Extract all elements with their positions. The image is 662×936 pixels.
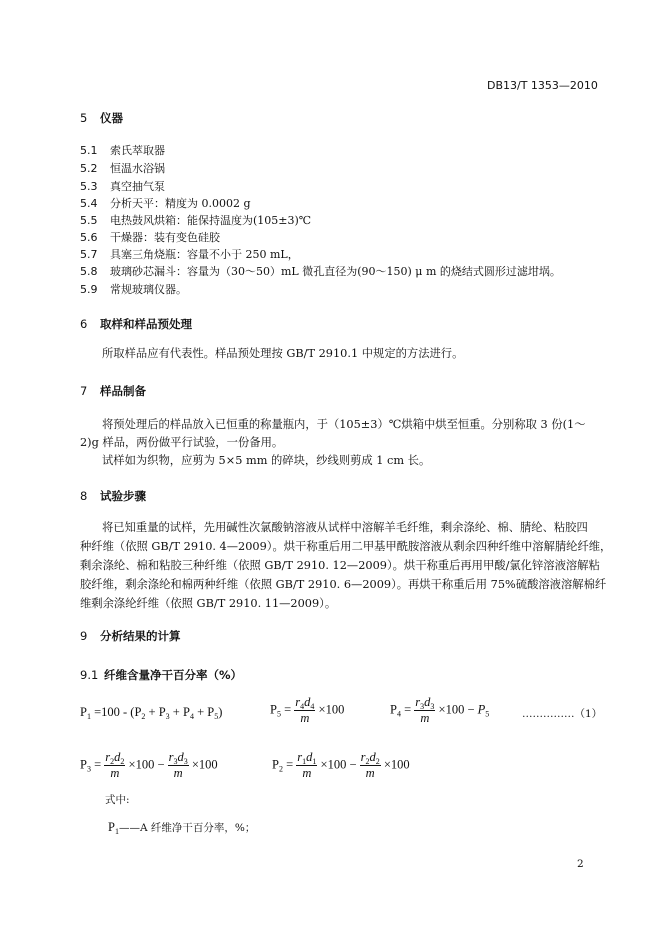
- procedure-line: 剩余涤纶、棉和粘胶三种纤维（依照 GB/T 2910. 12—2009）。烘干称重后再用甲酸/氯化锌溶液溶解粘: [80, 559, 600, 572]
- formula-p2: $P_2$ = $\frac{r_1d_1}{m}$ ×100 − $\frac{r_2d_2}{m}$ ×100: [272, 750, 410, 780]
- section-number: 5: [80, 111, 88, 125]
- formula-p1: $P_1 =100 - (P_2 + P_3 + P_4 + P_5)$: [80, 705, 223, 721]
- section-6-heading: 6 取样和样品预处理: [80, 317, 192, 331]
- list-item: 5.9 常规玻璃仪器。: [80, 283, 187, 296]
- procedure-line: 将已知重量的试样，先用碱性次氯酸钠溶液从试样中溶解羊毛纤维，剩余涤纶、棉、腈纶、粘胶四: [102, 521, 588, 534]
- formula-p3: $P_3$ = $\frac{r_2d_2}{m}$ ×100 − $\frac{r_3d_3}{m}$ ×100: [80, 750, 218, 780]
- list-item: 5.2 恒温水浴锅: [80, 162, 165, 175]
- section-title: 仪器: [100, 111, 123, 125]
- formula-p4: $P_4$ = $\frac{r_3d_3}{m}$ $\times 100 - P_5$: [390, 695, 490, 725]
- subsection-9-1-heading: 9.1 纤维含量净干百分率（%）: [80, 668, 243, 682]
- list-item: 5.7 具塞三角烧瓶：容量不小于 250 mL，: [80, 248, 299, 261]
- list-item: 5.6 干燥器：装有变色硅胶: [80, 231, 220, 244]
- where-label: 式中:: [105, 794, 130, 806]
- procedure-line: 胶纤维，剩余涤纶和棉两种纤维（依照 GB/T 2910. 6—2009）。再烘干称重后用 75%硫酸溶液溶解棉纤: [80, 578, 607, 591]
- section-5-heading: [80, 110, 123, 126]
- procedure-line: 种纤维（依照 GB/T 2910. 4—2009）。烘干称重后用二甲基甲酰胺溶液从剩余四种纤维中溶解腈纶纤维，: [80, 540, 612, 553]
- section-9-heading: 9 分析结果的计算: [80, 629, 181, 643]
- prep-paragraph-line: 试样如为织物，应剪为 5×5 mm 的碎块，纱线则剪成 1 cm 长。: [102, 454, 431, 467]
- prep-paragraph-line: 2)g 样品，两份做平行试验，一份备用。: [80, 436, 284, 449]
- list-item: 5.8 玻璃砂芯漏斗：容量为（30～50）mL 微孔直径为(90～150) μ m 的烧结式圆形过滤坩埚。: [80, 265, 561, 278]
- list-item: 5.5 电热鼓风烘箱：能保持温度为(105±3)℃: [80, 214, 312, 227]
- section-8-heading: 8 试验步骤: [80, 489, 146, 503]
- list-item: 5.3 真空抽气泵: [80, 180, 165, 193]
- p1-definition: $P_1——A$ 纤维净干百分率，%；: [108, 820, 256, 836]
- equation-number: ……………（1）: [522, 708, 603, 720]
- page-number: 2: [577, 858, 584, 870]
- list-item: 5.1 索氏萃取器: [80, 144, 165, 157]
- prep-paragraph-line: 将预处理后的样品放入已恒重的称量瓶内，于（105±3）℃烘箱中烘至恒重。分别称取 3 份(1～: [102, 418, 586, 431]
- list-item: 5.4 分析天平：精度为 0.0002 g: [80, 197, 251, 210]
- document-number: DB13/T 1353—2010: [487, 79, 598, 92]
- section-7-heading: 7 样品制备: [80, 384, 146, 398]
- procedure-line: 维剩余涤纶纤维（依照 GB/T 2910. 11—2009）。: [80, 597, 337, 610]
- sampling-paragraph: 所取样品应有代表性。样品预处理按 GB/T 2910.1 中规定的方法进行。: [102, 347, 464, 360]
- formula-p5: $P_5$ = $\frac{r_4d_4}{m}$ ×100: [270, 695, 345, 725]
